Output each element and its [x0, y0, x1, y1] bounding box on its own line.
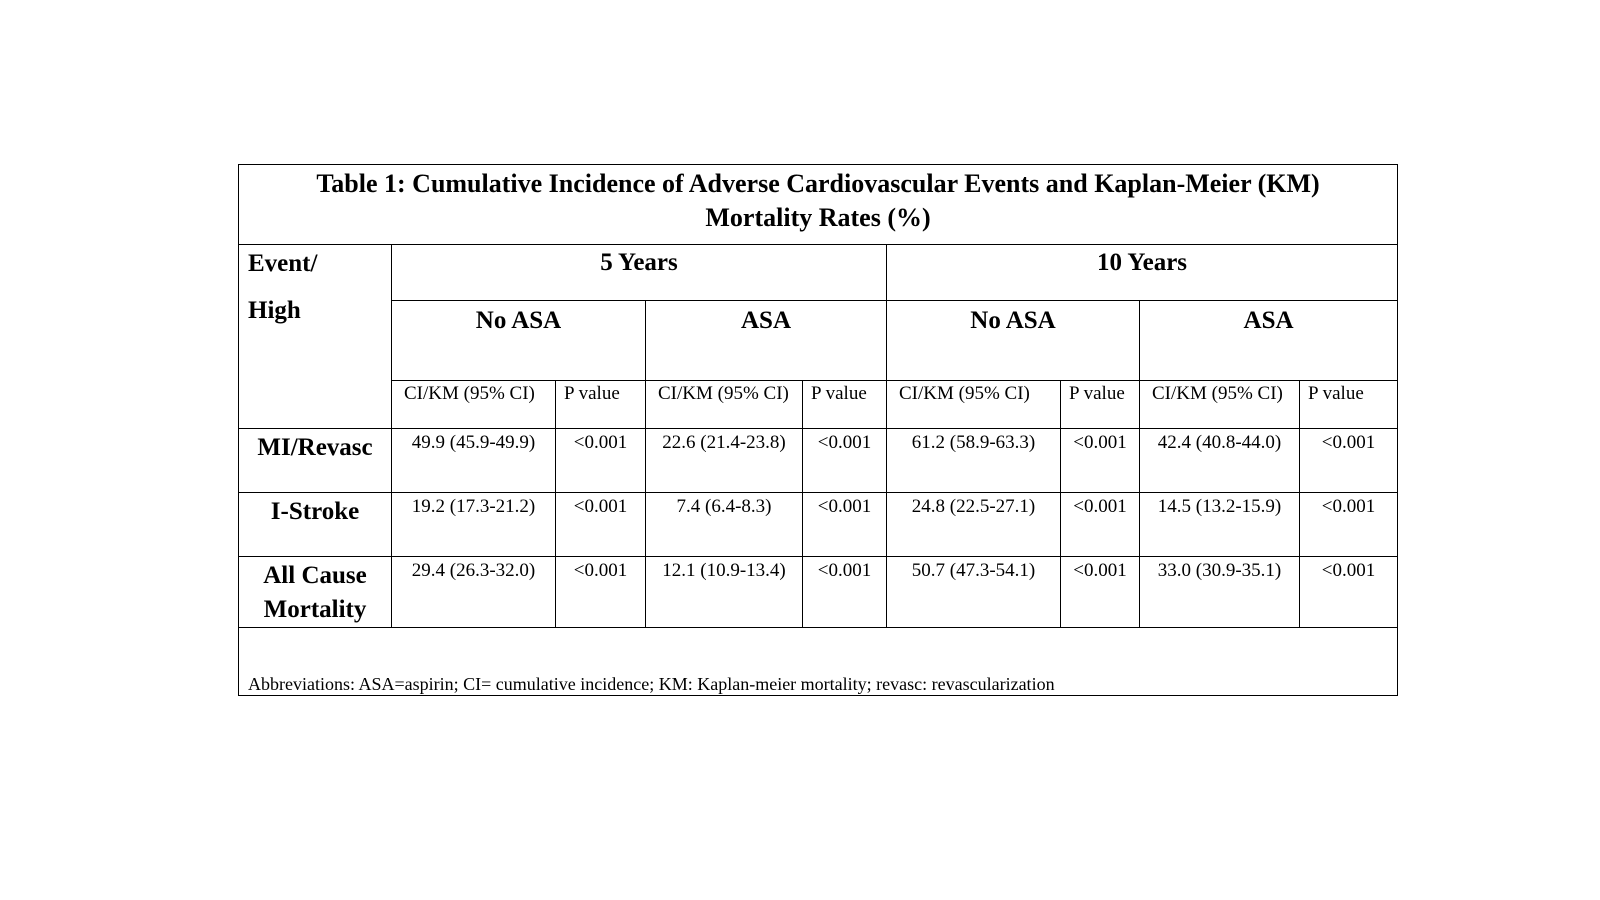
p-value-cell: <0.001: [556, 429, 646, 493]
subheader-p-value: P value: [803, 381, 887, 429]
table-title-line-2: Mortality Rates (%): [705, 203, 931, 232]
results-table: [238, 164, 1398, 696]
table-row: [239, 429, 1398, 493]
value-cell: 42.4 (40.8-44.0): [1140, 429, 1300, 493]
row-label-all-cause-mortality: [239, 557, 392, 628]
value-cell: 49.9 (45.9-49.9): [392, 429, 556, 493]
p-value-cell: <0.001: [556, 493, 646, 557]
subheader-p-value: P value: [1061, 381, 1140, 429]
p-value-cell: <0.001: [1300, 493, 1398, 557]
value-cell: 33.0 (30.9-35.1): [1140, 557, 1300, 628]
group-header-5y-no-asa: No ASA: [392, 301, 646, 381]
subheader-ci: CI/KM (95% CI): [1140, 381, 1300, 429]
subheader-ci: CI/KM (95% CI): [887, 381, 1061, 429]
row-label-line: I-Stroke: [270, 498, 360, 525]
p-value-cell: <0.001: [1061, 493, 1140, 557]
subheader-ci: CI/KM (95% CI): [392, 381, 556, 429]
subheader-p-value: P value: [556, 381, 646, 429]
value-cell: 24.8 (22.5-27.1): [887, 493, 1061, 557]
event-header-line-1: Event/: [248, 250, 318, 277]
group-header-5y-asa: ASA: [646, 301, 887, 381]
row-label-line: All Cause: [263, 562, 367, 589]
event-header-line-2: High: [248, 297, 301, 324]
value-cell: 22.6 (21.4-23.8): [646, 429, 803, 493]
value-cell: 12.1 (10.9-13.4): [646, 557, 803, 628]
p-value-cell: <0.001: [556, 557, 646, 628]
table-row: [239, 493, 1398, 557]
row-label-mi-revasc: [239, 429, 392, 493]
value-cell: 14.5 (13.2-15.9): [1140, 493, 1300, 557]
table-title-line-1: Table 1: Cumulative Incidence of Adverse Cardiovascular Events and Kaplan-Meier (KM): [316, 169, 1320, 198]
row-label-line: MI/Revasc: [257, 434, 373, 461]
period-header-10-years: 10 Years: [887, 245, 1398, 301]
period-header-5-years: 5 Years: [392, 245, 887, 301]
p-value-cell: <0.001: [1061, 557, 1140, 628]
value-cell: 29.4 (26.3-32.0): [392, 557, 556, 628]
group-header-10y-no-asa: No ASA: [887, 301, 1140, 381]
row-label-line: Mortality: [263, 596, 367, 623]
p-value-cell: <0.001: [803, 557, 887, 628]
p-value-cell: <0.001: [1061, 429, 1140, 493]
value-cell: 50.7 (47.3-54.1): [887, 557, 1061, 628]
value-cell: 61.2 (58.9-63.3): [887, 429, 1061, 493]
table-title: [239, 165, 1398, 245]
subheader-p-value: P value: [1300, 381, 1398, 429]
table-row: [239, 557, 1398, 628]
value-cell: 7.4 (6.4-8.3): [646, 493, 803, 557]
table-footnote: Abbreviations: ASA=aspirin; CI= cumulative incidence; KM: Kaplan-meier mortality; revasc: revascularization: [239, 628, 1398, 696]
group-header-10y-asa: ASA: [1140, 301, 1398, 381]
p-value-cell: <0.001: [1300, 557, 1398, 628]
p-value-cell: <0.001: [803, 493, 887, 557]
value-cell: 19.2 (17.3-21.2): [392, 493, 556, 557]
row-label-i-stroke: [239, 493, 392, 557]
p-value-cell: <0.001: [803, 429, 887, 493]
event-header: [239, 245, 392, 429]
subheader-ci: CI/KM (95% CI): [646, 381, 803, 429]
p-value-cell: <0.001: [1300, 429, 1398, 493]
